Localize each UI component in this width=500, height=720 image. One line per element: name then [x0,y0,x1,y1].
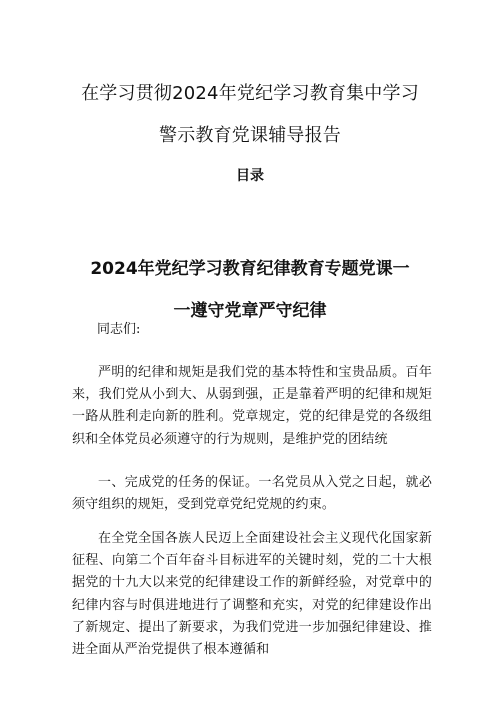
body-paragraph-1: 严明的纪律和规矩是我们党的基本特性和宝贵品质。百年来，我们党从小到大、从弱到强，正是靠着严明的纪律和规矩一路从胜利走向新的胜利。党章规定，党的纪律是党的各级组织和全体党员必须遵守的行为规则，是维护党的团结统 [72,365,432,447]
salutation: 同志们: [97,322,141,337]
body-paragraph-2: 一、完成党的任务的保证。一名党员从入党之日起，就必须守组织的规矩，受到党章党纪党规的约束。 [72,475,432,513]
document-title-line-1: 在学习贯彻2024年党纪学习教育集中学习 [81,83,419,105]
body-paragraph-3: 在全党全国各族人民迈上全面建设社会主义现代化国家新征程、向第二个百年奋斗目标进军的关键时刻，党的二十大根据党的十九大以来党的纪律建设工作的新鲜经验，对党章中的纪律内容与时俱进地进行了调整和充实，对党的纪律建设作出了新规定、提出了新要求，为我们党进一步加强纪律建设、推进全面从严治党提供了根本遵循和 [72,531,432,658]
document-title-line-2: 警示教育党课辅导报告 [159,125,341,147]
section-title-line-2: 一遵守党章严守纪律 [173,301,327,322]
section-title-line-1: 2024年党纪学习教育纪律教育专题党课一 [90,259,410,280]
table-of-contents-heading: 目录 [236,168,264,184]
